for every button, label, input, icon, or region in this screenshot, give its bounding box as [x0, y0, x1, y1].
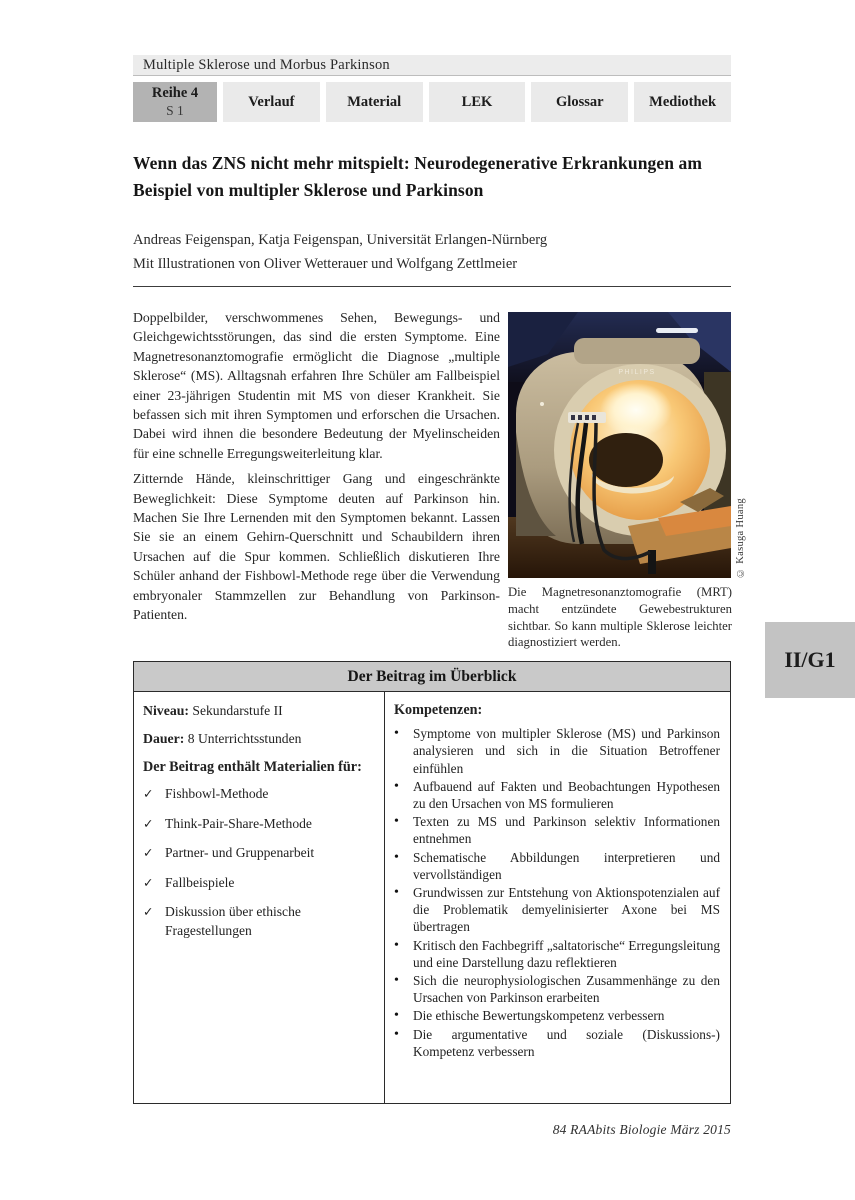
- mri-scanner-illustration: [508, 312, 731, 578]
- mri-photo: [508, 312, 731, 578]
- bullet-icon: •: [394, 937, 399, 953]
- niveau-value: Sekundarstufe II: [192, 703, 283, 718]
- tab-glossar[interactable]: [531, 82, 628, 122]
- list-item: [394, 972, 720, 1006]
- illustrations-line: Mit Illustrationen von Oliver Wetterauer und Wolfgang Zettlmeier: [133, 256, 518, 272]
- tab-glossar-label: Glossar: [556, 93, 604, 110]
- list-item: [143, 874, 374, 893]
- overview-table: [133, 661, 731, 1104]
- page-footer: 84 RAAbits Biologie März 2015: [552, 1122, 731, 1137]
- intro-paragraph-2: Zitternde Hände, kleinschrittiger Gang und eingeschränkte Beweglichkeit: Diese Symptome deuten auf Parkinson hin. Machen Sie Ihre Lernenden mit den Symptomen bekannt. Lassen Sie sie an einem Gehirn-Querschnitt und Schaubildern ihren Ursachen auf die Spur kommen. Schließlich diskutieren Ihre Schüler anhand der Fishbowl-Methode rege über die Verwendung embryonaler Stammzellen zur Behandlung von Parkinson-Patienten.: [133, 471, 500, 623]
- bullet-icon: •: [394, 778, 399, 794]
- scanner-brand-label: PHILIPS: [618, 369, 656, 376]
- bullet-icon: •: [394, 849, 399, 865]
- tab-lek[interactable]: [429, 82, 526, 122]
- list-item-text: Think-Pair-Share-Methode: [165, 815, 312, 831]
- bullet-icon: •: [394, 814, 399, 830]
- tab-mediothek[interactable]: [634, 82, 731, 122]
- check-icon: ✓: [143, 845, 154, 860]
- list-item-text: Schematische Abbildungen interpretieren und vervollständigen: [413, 849, 720, 882]
- intro-text: [133, 308, 500, 625]
- overview-right-column: [385, 692, 730, 1103]
- bullet-icon: •: [394, 885, 399, 901]
- list-item: [394, 849, 720, 883]
- list-item: [394, 1026, 720, 1060]
- dauer-label: Dauer:: [143, 730, 185, 746]
- list-item: [394, 1007, 720, 1024]
- tab-reihe-label: Reihe 4: [151, 85, 199, 101]
- series-header: Multiple Sklerose und Morbus Parkinson: [133, 55, 731, 76]
- list-item-text: Fallbeispiele: [165, 874, 235, 890]
- list-item: [143, 903, 374, 940]
- list-item: [394, 725, 720, 777]
- overview-left-column: [134, 692, 385, 1103]
- overview-table-title: Der Beitrag im Überblick: [134, 662, 730, 692]
- authors-line: Andreas Feigenspan, Katja Feigenspan, Universität Erlangen-Nürnberg: [133, 232, 548, 248]
- list-item: [394, 884, 720, 936]
- check-icon: ✓: [143, 815, 154, 831]
- niveau-label: Niveau:: [143, 703, 189, 718]
- list-item-text: Diskussion über ethische Fragestellungen: [165, 904, 301, 938]
- tab-mediothek-label: Mediothek: [649, 93, 717, 110]
- check-icon: ✓: [143, 786, 154, 801]
- tab-bar: [133, 82, 731, 122]
- tab-material[interactable]: [326, 82, 423, 122]
- list-item-text: Texten zu MS und Parkinson selektiv Informationen entnehmen: [413, 814, 720, 847]
- list-item-text: Kritisch den Fachbegriff „saltatorische“ Erregungsleitung und eine Darstellung dazu reflektieren: [413, 937, 720, 970]
- list-item: [143, 815, 374, 834]
- photo-caption: Die Magnetresonanztomografie (MRT) macht entzündete Gewebestrukturen sichtbar. So kann multiple Sklerose leichter diagnostiziert werden.: [508, 585, 732, 650]
- section-badge: II/G1: [765, 622, 855, 698]
- list-item: [394, 937, 720, 971]
- list-item-text: Aufbauend auf Fakten und Beobachtungen Hypothesen zu den Ursachen von MS formulieren: [413, 778, 720, 812]
- tab-reihe-sub-label: S 1: [166, 103, 184, 118]
- list-item-text: Die ethische Bewertungskompetenz verbessern: [413, 1008, 665, 1024]
- dauer-row: [143, 730, 374, 749]
- materials-heading: Der Beitrag enthält Materialien für:: [143, 759, 362, 775]
- kompetenzen-list: [394, 725, 720, 1060]
- list-item-text: Sich die neurophysiologischen Zusammenhänge zu den Ursachen von Parkinson erarbeiten: [413, 973, 720, 1006]
- tab-verlauf-label: Verlauf: [248, 93, 295, 110]
- list-item-text: Grundwissen zur Entstehung von Aktionspotenzialen auf die Problematik demyelinisierter Axone bei MS übertragen: [413, 885, 720, 935]
- bullet-icon: •: [394, 726, 399, 742]
- check-icon: ✓: [143, 904, 154, 919]
- materials-list: [143, 785, 374, 940]
- list-item-text: Fishbowl-Methode: [165, 786, 269, 801]
- tab-material-label: Material: [347, 93, 402, 110]
- dauer-value: 8 Unterrichtsstunden: [187, 730, 302, 746]
- niveau-row: [143, 702, 374, 721]
- list-item: [394, 813, 720, 847]
- list-item-text: Die argumentative und soziale (Diskussions-) Kompetenz verbessern: [413, 1026, 720, 1059]
- list-item-text: Symptome von multipler Sklerose (MS) und Parkinson analysieren und sich in die Situation Betroffener einfühlen: [413, 726, 720, 776]
- check-icon: ✓: [143, 874, 154, 890]
- article-title: Wenn das ZNS nicht mehr mitspielt: Neurodegenerative Erkrankungen am Beispiel von multipler Sklerose und Parkinson: [133, 153, 703, 200]
- list-item: [143, 844, 374, 863]
- overview-table-body: [134, 692, 730, 1103]
- divider-rule: [133, 286, 731, 287]
- intro-paragraph-1: Doppelbilder, verschwommenes Sehen, Bewegungs- und Gleichgewichtsstörungen, das sind die ersten Symptome. Eine Magnetresonanztomografie ermöglicht die Diagnose „multiple Sklerose“ (MS). Alltagsnah erfahren Ihre Schüler am Fallbeispiel einer 23-jährigen Studentin mit MS von dieser Krankheit. Sie befassen sich mit ihren Symptomen und erforschen die Ursachen. Dabei wird ihnen die besondere Bedeutung der Myelinscheiden für eine schnelle Erregungsweiterleitung klar.: [133, 310, 500, 461]
- list-item-text: Partner- und Gruppenarbeit: [165, 845, 315, 860]
- list-item: [143, 785, 374, 804]
- photo-credit: © Kasuga Huang: [735, 498, 746, 578]
- tab-reihe-4[interactable]: [133, 82, 217, 122]
- kompetenzen-heading: Kompetenzen:: [394, 702, 483, 718]
- tab-verlauf[interactable]: [223, 82, 320, 122]
- list-item: [394, 778, 720, 812]
- tab-lek-label: LEK: [461, 93, 493, 110]
- bullet-icon: •: [394, 1026, 399, 1042]
- bullet-icon: •: [394, 973, 399, 989]
- bullet-icon: •: [394, 1008, 399, 1024]
- article-authors: [133, 228, 731, 276]
